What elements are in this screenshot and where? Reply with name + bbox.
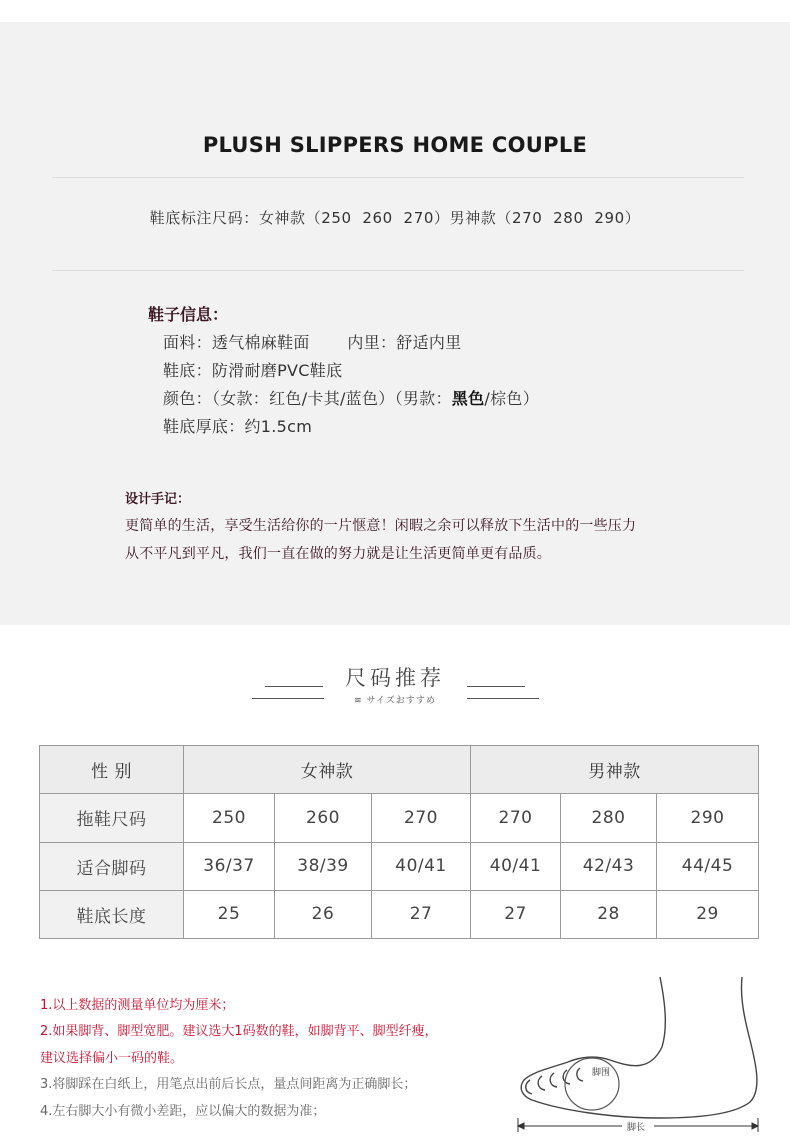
foot-outline-icon xyxy=(521,977,757,1118)
table-header-gender: 性 别 xyxy=(40,746,184,794)
table-row xyxy=(40,794,759,842)
table-header-men: 男神款 xyxy=(471,746,759,794)
color-line-suffix: /棕色） xyxy=(484,389,539,408)
table-cell: 25 xyxy=(184,890,275,938)
table-cell: 29 xyxy=(657,890,759,938)
table-cell: 280 xyxy=(561,794,657,842)
shoe-info-title: 鞋子信息： xyxy=(148,305,229,324)
table-cell: 28 xyxy=(561,890,657,938)
girth-ellipse xyxy=(565,1058,619,1110)
table-header-row xyxy=(40,746,759,794)
sole-line: 鞋底：防滑耐磨PVC鞋底 xyxy=(163,361,343,380)
girth-label: 脚围 xyxy=(592,1068,611,1078)
size-section-title: 尺码推荐 xyxy=(345,666,445,690)
note-1: 1.以上数据的测量单位均为厘米； xyxy=(40,998,235,1013)
table-row xyxy=(40,842,759,890)
table-cell: 26 xyxy=(275,890,372,938)
size-table xyxy=(39,745,759,939)
table-cell: 36/37 xyxy=(184,842,275,890)
table-cell: 42/43 xyxy=(561,842,657,890)
color-line xyxy=(163,386,539,409)
table-cell: 27 xyxy=(372,890,471,938)
color-black: 黑色 xyxy=(451,389,485,408)
length-label: 脚长 xyxy=(627,1123,646,1133)
row-label: 鞋底长度 xyxy=(40,890,184,938)
note-2-continued: 建议选择偏小一码的鞋。 xyxy=(40,1051,184,1066)
note-2: 2.如果脚背、脚型宽肥。建议选大1码数的鞋，如脚背平、脚型纤瘦， xyxy=(40,1024,438,1039)
table-cell: 40/41 xyxy=(372,842,471,890)
design-notes-title: 设计手记： xyxy=(125,492,191,507)
table-cell: 38/39 xyxy=(275,842,372,890)
design-notes-line: 从不平凡到平凡，我们一直在做的努力就是让生活更简单更有品质。 xyxy=(125,546,551,562)
material-line: 面料：透气棉麻鞋面 内里：舒适内里 xyxy=(163,333,462,352)
note-3: 3.将脚踩在白纸上，用笔点出前后长点，量点间距离为正确脚长； xyxy=(40,1077,417,1092)
note-4: 4.左右脚大小有微小差距，应以偏大的数据为准； xyxy=(40,1104,326,1119)
page-title: PLUSH SLIPPERS HOME COUPLE xyxy=(202,133,588,157)
row-label: 拖鞋尺码 xyxy=(40,794,184,842)
divider xyxy=(52,270,744,271)
table-cell: 260 xyxy=(275,794,372,842)
size-section-subtitle: ≋ サイズおすすめ xyxy=(354,696,436,706)
table-cell: 27 xyxy=(471,890,561,938)
divider xyxy=(52,177,744,178)
table-row xyxy=(40,890,759,938)
table-cell: 40/41 xyxy=(471,842,561,890)
table-header-women: 女神款 xyxy=(184,746,471,794)
row-label: 适合脚码 xyxy=(40,842,184,890)
table-cell: 290 xyxy=(657,794,759,842)
sole-thickness-line: 鞋底厚底：约1.5cm xyxy=(163,417,313,436)
design-notes-line: 更简单的生活，享受生活给你的一片惬意！闲暇之余可以释放下生活中的一些压力 xyxy=(125,518,637,534)
sole-size-label: 鞋底标注尺码：女神款（250 260 270）男神款（270 280 290） xyxy=(149,209,641,227)
table-cell: 270 xyxy=(372,794,471,842)
color-line-prefix: 颜色：（女款：红色/卡其/蓝色）（男款： xyxy=(163,389,452,408)
table-cell: 250 xyxy=(184,794,275,842)
table-cell: 270 xyxy=(471,794,561,842)
table-cell: 44/45 xyxy=(657,842,759,890)
foot-measurement-diagram xyxy=(510,972,778,1137)
